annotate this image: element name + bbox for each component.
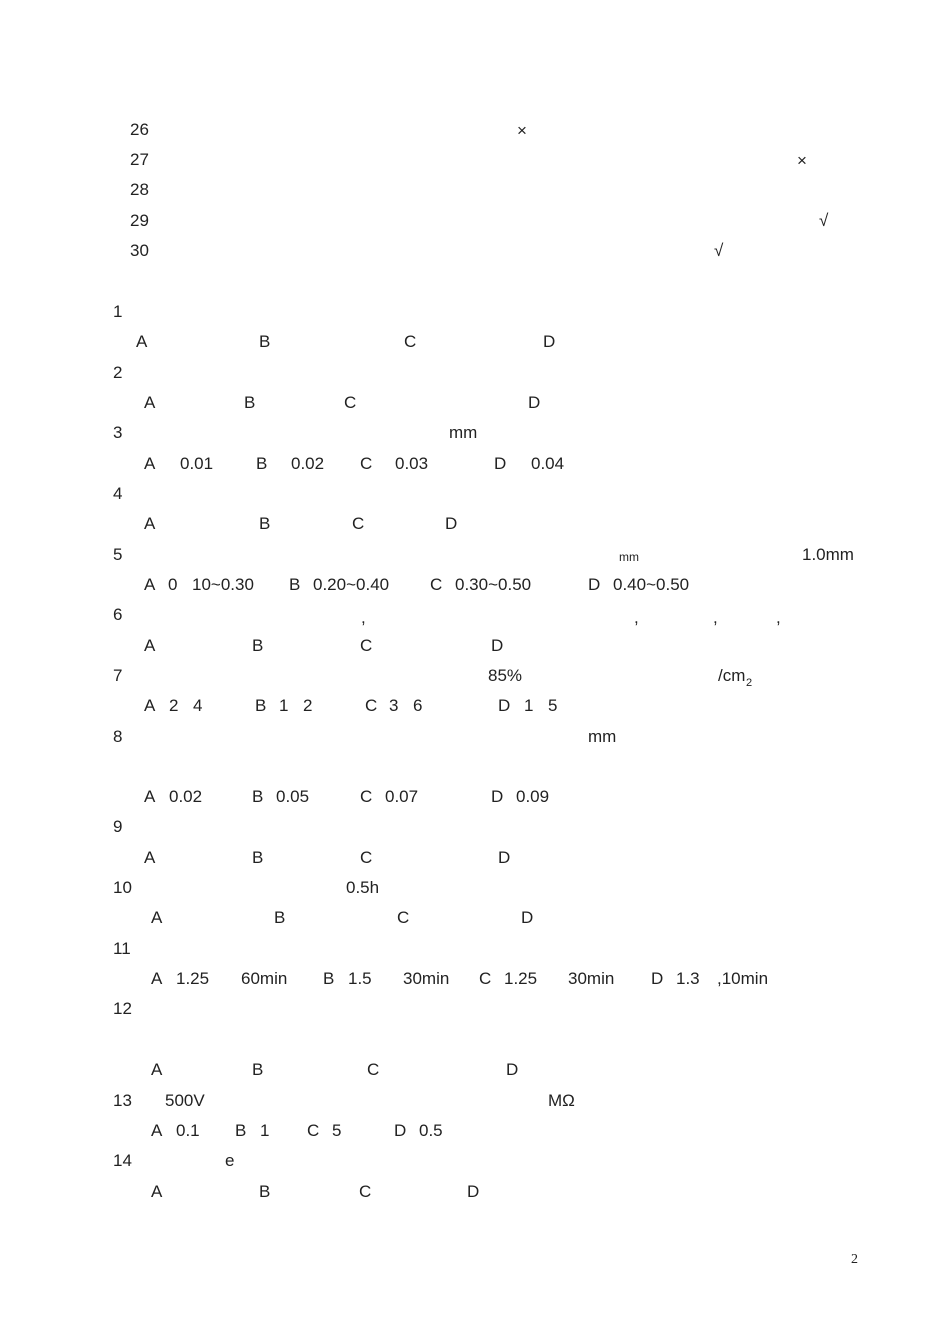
option-value: 0.05 xyxy=(276,787,310,806)
stem-unit: mm xyxy=(449,423,478,442)
option-label: C xyxy=(359,1182,372,1201)
question-number: 10 xyxy=(113,878,132,897)
option-label: B xyxy=(252,848,264,867)
option-label: A xyxy=(151,1060,163,1079)
stem-superscript: 2 xyxy=(746,677,753,689)
option-label: C xyxy=(404,332,417,351)
option-label: B xyxy=(235,1121,247,1140)
option-label: C xyxy=(360,636,373,655)
option-value: 30min xyxy=(568,969,615,988)
check-mark: √ xyxy=(819,211,829,230)
option-label: B xyxy=(259,332,271,351)
option-value: 0.03 xyxy=(395,454,429,473)
option-label: A xyxy=(151,1121,163,1140)
option-label: A xyxy=(144,636,156,655)
option-label: C xyxy=(352,514,365,533)
option-label: B xyxy=(255,696,267,715)
option-label: D xyxy=(491,636,504,655)
question-number: 8 xyxy=(113,727,123,746)
check-mark: √ xyxy=(714,241,724,260)
item-number: 27 xyxy=(130,150,149,169)
question-number: 13 xyxy=(113,1091,132,1110)
stem-punct: , xyxy=(776,608,781,627)
option-value: 0.30~0.50 xyxy=(455,575,532,594)
option-label: B xyxy=(274,908,286,927)
option-value: 1 xyxy=(524,696,534,715)
wrong-mark: × xyxy=(517,121,527,140)
option-label: C xyxy=(397,908,410,927)
option-label: A xyxy=(151,969,163,988)
option-label: A xyxy=(144,848,156,867)
option-value: 2 xyxy=(169,696,179,715)
question-number: 11 xyxy=(113,939,131,958)
option-label: A xyxy=(151,1182,163,1201)
option-value: 1 xyxy=(260,1121,270,1140)
option-label: A xyxy=(136,332,148,351)
option-value: 6 xyxy=(413,696,423,715)
option-label: D xyxy=(445,514,458,533)
question-number: 7 xyxy=(113,666,123,685)
item-number: 29 xyxy=(130,211,149,230)
option-label: D xyxy=(528,393,541,412)
option-value: 0.07 xyxy=(385,787,419,806)
question-number: 2 xyxy=(113,363,123,382)
question-number: 6 xyxy=(113,605,123,624)
option-label: A xyxy=(144,787,156,806)
option-value: 0.09 xyxy=(516,787,550,806)
option-value: 1.25 xyxy=(504,969,538,988)
option-value: 1 xyxy=(279,696,289,715)
option-label: A xyxy=(144,696,156,715)
question-number: 5 xyxy=(113,545,123,564)
stem-unit: mm xyxy=(619,550,639,564)
question-number: 4 xyxy=(113,484,123,503)
option-label: C xyxy=(360,787,373,806)
option-label: C xyxy=(360,848,373,867)
option-label: D xyxy=(521,908,534,927)
option-label: A xyxy=(151,908,163,927)
option-value: 0.1 xyxy=(176,1121,200,1140)
question-number: 9 xyxy=(113,817,123,836)
option-value: 0 xyxy=(168,575,178,594)
question-number: 14 xyxy=(113,1151,132,1170)
option-label: D xyxy=(543,332,556,351)
option-label: C xyxy=(430,575,443,594)
option-value: 0.02 xyxy=(291,454,325,473)
option-value: 2 xyxy=(303,696,313,715)
option-value: ,10min xyxy=(717,969,769,988)
option-label: B xyxy=(323,969,335,988)
option-label: B xyxy=(252,787,264,806)
option-value: 30min xyxy=(403,969,450,988)
option-value: 1.3 xyxy=(676,969,700,988)
question-number: 3 xyxy=(113,423,123,442)
stem-punct: , xyxy=(634,608,639,627)
option-label: D xyxy=(494,454,507,473)
option-label: D xyxy=(394,1121,407,1140)
option-value: 3 xyxy=(389,696,399,715)
option-label: D xyxy=(491,787,504,806)
option-value: 4 xyxy=(193,696,203,715)
wrong-mark: × xyxy=(797,151,807,170)
option-label: B xyxy=(289,575,301,594)
option-label: C xyxy=(367,1060,380,1079)
item-number: 30 xyxy=(130,241,149,260)
option-label: A xyxy=(144,575,156,594)
option-value: 0.40~0.50 xyxy=(613,575,690,594)
question-number: 1 xyxy=(113,302,123,321)
question-number: 12 xyxy=(113,999,132,1018)
option-label: A xyxy=(144,393,156,412)
option-value: 10~0.30 xyxy=(192,575,254,594)
stem-punct: , xyxy=(713,608,718,627)
option-label: A xyxy=(144,454,156,473)
stem-unit: mm xyxy=(588,727,617,746)
option-value: 0.20~0.40 xyxy=(313,575,390,594)
option-label: D xyxy=(498,696,511,715)
option-value: 0.04 xyxy=(531,454,565,473)
option-value: 0.5 xyxy=(419,1121,443,1140)
option-label: B xyxy=(256,454,268,473)
option-label: C xyxy=(360,454,373,473)
option-label: B xyxy=(252,636,264,655)
option-value: 5 xyxy=(548,696,558,715)
stem-letter: e xyxy=(225,1151,235,1170)
stem-value: 500V xyxy=(165,1091,205,1110)
option-label: D xyxy=(467,1182,480,1201)
option-value: 1.5 xyxy=(348,969,372,988)
option-value: 1.25 xyxy=(176,969,210,988)
option-label: B xyxy=(244,393,256,412)
stem-value: 0.5h xyxy=(346,878,380,897)
page-number: 2 xyxy=(851,1252,858,1267)
option-value: 0.01 xyxy=(180,454,214,473)
stem-unit: /cm xyxy=(718,666,746,685)
option-label: D xyxy=(588,575,601,594)
stem-punct: , xyxy=(361,608,366,627)
option-label: B xyxy=(259,1182,271,1201)
option-label: D xyxy=(506,1060,519,1079)
option-value: 5 xyxy=(332,1121,342,1140)
option-label: C xyxy=(365,696,378,715)
item-number: 28 xyxy=(130,180,149,199)
option-label: D xyxy=(651,969,664,988)
option-label: B xyxy=(259,514,271,533)
stem-value: 1.0mm xyxy=(802,545,854,564)
option-label: A xyxy=(144,514,156,533)
stem-unit: MΩ xyxy=(548,1091,575,1110)
option-label: D xyxy=(498,848,511,867)
item-number: 26 xyxy=(130,120,149,139)
option-value: 60min xyxy=(241,969,288,988)
option-value: 0.02 xyxy=(169,787,203,806)
option-label: C xyxy=(307,1121,320,1140)
option-label: C xyxy=(344,393,357,412)
stem-value: 85% xyxy=(488,666,523,685)
option-label: B xyxy=(252,1060,264,1079)
option-label: C xyxy=(479,969,492,988)
